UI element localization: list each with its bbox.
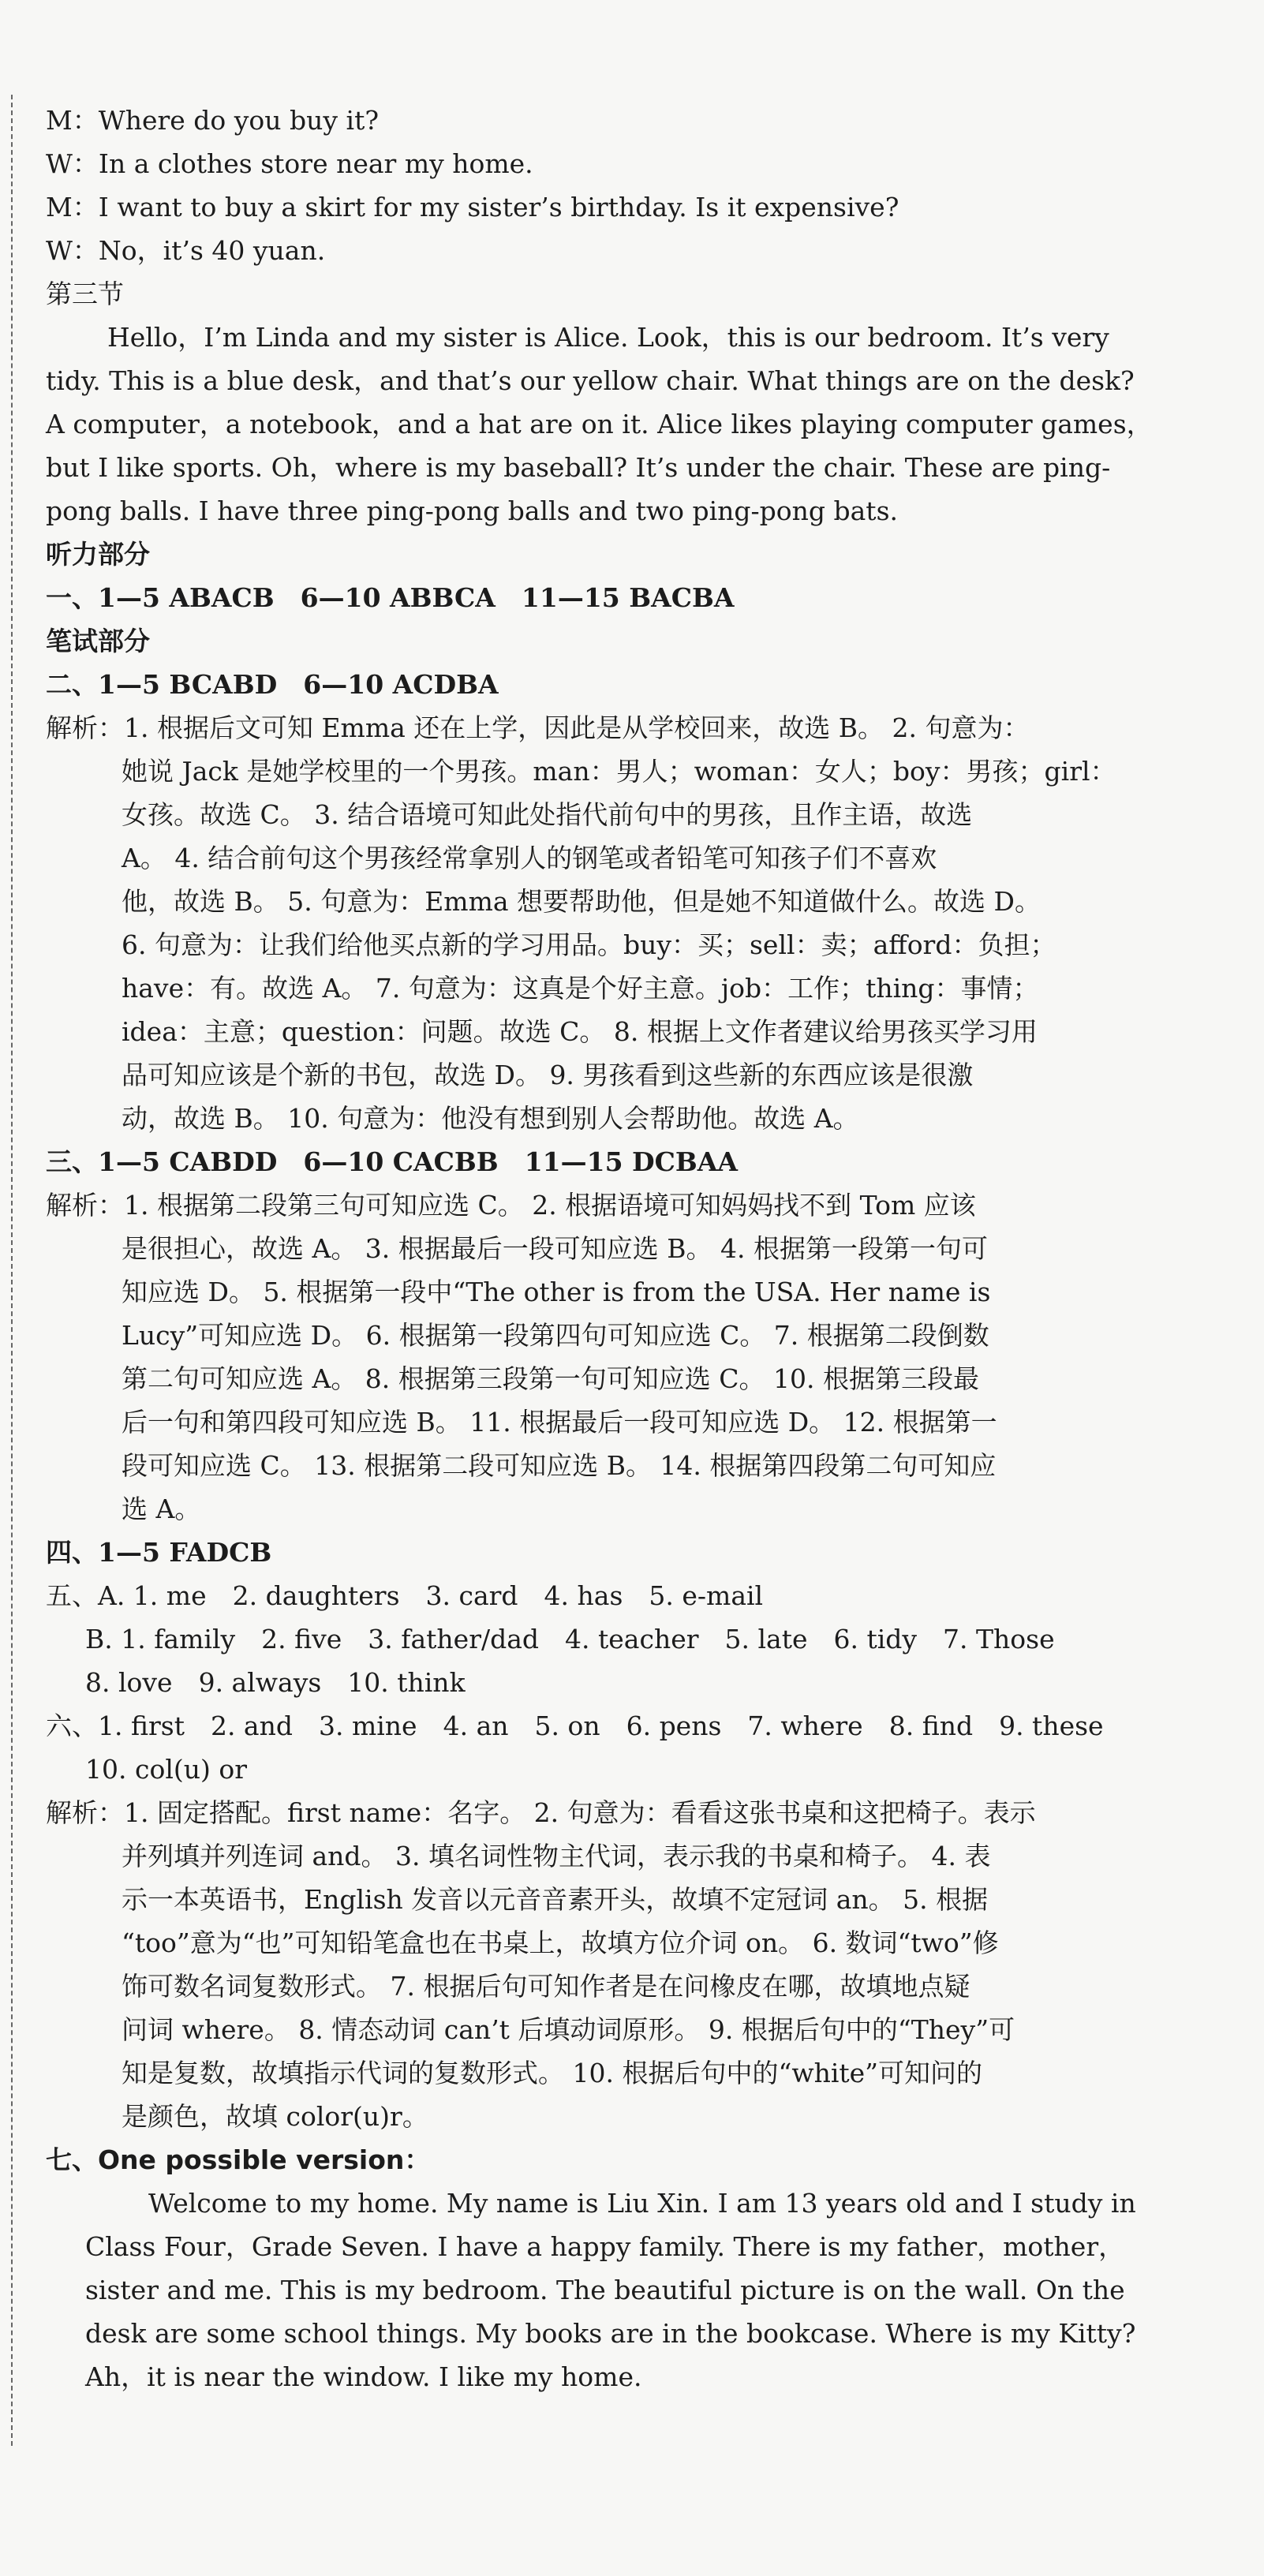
passage-line: pong balls. I have three ping-pong balls and two ping-pong bats. [46,495,898,526]
analysis-line: 解析：1. 根据后文可知 Emma 还在上学，因此是从学校回来，故选 B。 2. 句意为： [46,712,1030,743]
analysis-line: idea：主意；question：问题。故选 C。 8. 根据上文作者建议给男孩买学习用 [122,1016,1038,1047]
analysis-line: 解析：1. 根据第二段第三句可知应选 C。 2. 根据语境可知妈妈找不到 Tom 应该 [46,1190,976,1221]
passage-line: tidy. This is a blue desk，and that’s our yellow chair. What things are on the desk? [46,365,1135,396]
analysis-line: 是很担心，故选 A。 3. 根据最后一段可知应选 B。 4. 根据第一段第一句可 [122,1233,988,1264]
part2-answers: 二、1—5 BCABD 6—10 ACDBA [46,669,499,700]
analysis-line: 动，故选 B。 10. 句意为：他没有想到别人会帮助他。故选 A。 [122,1103,859,1134]
passage [46,316,1206,533]
analysis-line: 后一句和第四段可知应选 B。 11. 根据最后一段可知应选 D。 12. 根据第一 [122,1407,997,1438]
dialogue-line: M：I want to buy a skirt for my sister’s birthday. Is it expensive? [46,192,899,222]
passage-line: A computer，a notebook，and a hat are on it. Alice likes playing computer games， [46,409,1153,439]
dialogue-line: M：Where do you buy it? [46,105,380,136]
analysis-line: A。 4. 结合前句这个男孩经常拿别人的钢笔或者铅笔可知孩子们不喜欢 [122,843,937,873]
analysis-line: 解析：1. 固定搭配。first name：名字。 2. 句意为：看看这张书桌和这把椅子。表示 [46,1797,1036,1828]
listening-title: 听力部分 [46,539,150,570]
written-title: 笔试部分 [46,626,150,656]
answer-page [46,99,1206,2398]
essay [46,2182,1206,2398]
passage-line: but I like sports. Oh，where is my baseball? It’s under the chair. These are ping- [46,452,1111,483]
analysis-line: 段可知应选 C。 13. 根据第二段可知应选 B。 14. 根据第四段第二句可知应 [122,1450,997,1481]
analysis-line: “too”意为“也”可知铅笔盒也在书桌上，故填方位介词 on。 6. 数词“two”修 [122,1927,999,1958]
analysis-line: 她说 Jack 是她学校里的一个男孩。man：男人；woman：女人；boy：男孩；girl： [122,756,1116,787]
essay-line: desk are some school things. My books are in the bookcase. Where is my Kitty? [85,2318,1136,2349]
essay-line: Welcome to my home. My name is Liu Xin. I am 13 years old and I study in [148,2188,1136,2219]
passage-line: Hello，I’m Linda and my sister is Alice. Look，this is our bedroom. It’s very [107,322,1109,353]
analysis-line: 女孩。故选 C。 3. 结合语境可知此处指代前句中的男孩，且作主语，故选 [122,799,973,830]
part4-answers: 四、1—5 FADCB [46,1537,272,1568]
part7-title: 七、One possible version： [46,2144,431,2175]
part3-analysis [46,1183,1206,1531]
part3-answers: 三、1—5 CABDD 6—10 CACBB 11—15 DCBAA [46,1146,739,1177]
listening-answers: 一、1—5 ABACB 6—10 ABBCA 11—15 BACBA [46,582,735,613]
essay-line: sister and me. This is my bedroom. The beautiful picture is on the wall. On the [85,2275,1125,2305]
analysis-line: 并列填并列连词 and。 3. 填名词性物主代词，表示我的书桌和椅子。 4. 表 [122,1841,991,1871]
part6-line: 10. col(u) or [85,1754,248,1785]
analysis-line: 是颜色，故填 color(u)r。 [122,2101,428,2132]
analysis-line: 示一本英语书，English 发音以元音音素开头，故填不定冠词 an。 5. 根据 [122,1884,989,1915]
analysis-line: 饰可数名词复数形式。 7. 根据后句可知作者是在问橡皮在哪，故填地点疑 [122,1971,970,2002]
part6-analysis [46,1791,1206,2138]
analysis-line: 选 A。 [122,1494,201,1524]
part5-line: 8. love 9. always 10. think [85,1667,466,1698]
analysis-line: 品可知应该是个新的书包，故选 D。 9. 男孩看到这些新的东西应该是很激 [122,1060,974,1090]
analysis-line: 知是复数，故填指示代词的复数形式。 10. 根据后句中的“white”可知问的 [122,2058,983,2088]
analysis-line: 第二句可知应选 A。 8. 根据第三段第一句可知应选 C。 10. 根据第三段最 [122,1363,979,1394]
analysis-line: 问词 where。 8. 情态动词 can’t 后填动词原形。 9. 根据后句中的“They”可 [122,2014,1015,2045]
part5-line: B. 1. family 2. five 3. father/dad 4. teacher 5. late 6. tidy 7. Those [85,1624,1055,1654]
analysis-line: 6. 句意为：让我们给他买点新的学习用品。buy：买；sell：卖；afford：负担； [122,929,1056,960]
analysis-line: Lucy”可知应选 D。 6. 根据第一段第四句可知应选 C。 7. 根据第二段倒数 [122,1320,989,1351]
essay-line: Class Four，Grade Seven. I have a happy family. There is my father，mother， [85,2231,1125,2262]
dialogue [46,99,1206,272]
part6 [46,1704,1206,1791]
analysis-line: 他，故选 B。 5. 句意为：Emma 想要帮助他，但是她不知道做什么。故选 D。 [122,886,1041,917]
part2-analysis [46,706,1206,1140]
section3-title: 第三节 [46,279,124,309]
essay-line: Ah，it is near the window. I like my home. [85,2361,642,2392]
part6-line: 六、1. first 2. and 3. mine 4. an 5. on 6. pens 7. where 8. find 9. these [46,1710,1104,1741]
dialogue-line: W：No，it’s 40 yuan. [46,235,326,266]
analysis-line: have：有。故选 A。 7. 句意为：这真是个好主意。job：工作；thing：事情； [122,973,1039,1004]
analysis-line: 知应选 D。 5. 根据第一段中“The other is from the USA. Her name is [122,1277,991,1307]
dialogue-line: W：In a clothes store near my home. [46,148,533,179]
part5-line: 五、A. 1. me 2. daughters 3. card 4. has 5. e-mail [46,1580,764,1611]
binding-line [11,95,16,2446]
part5 [46,1574,1206,1704]
